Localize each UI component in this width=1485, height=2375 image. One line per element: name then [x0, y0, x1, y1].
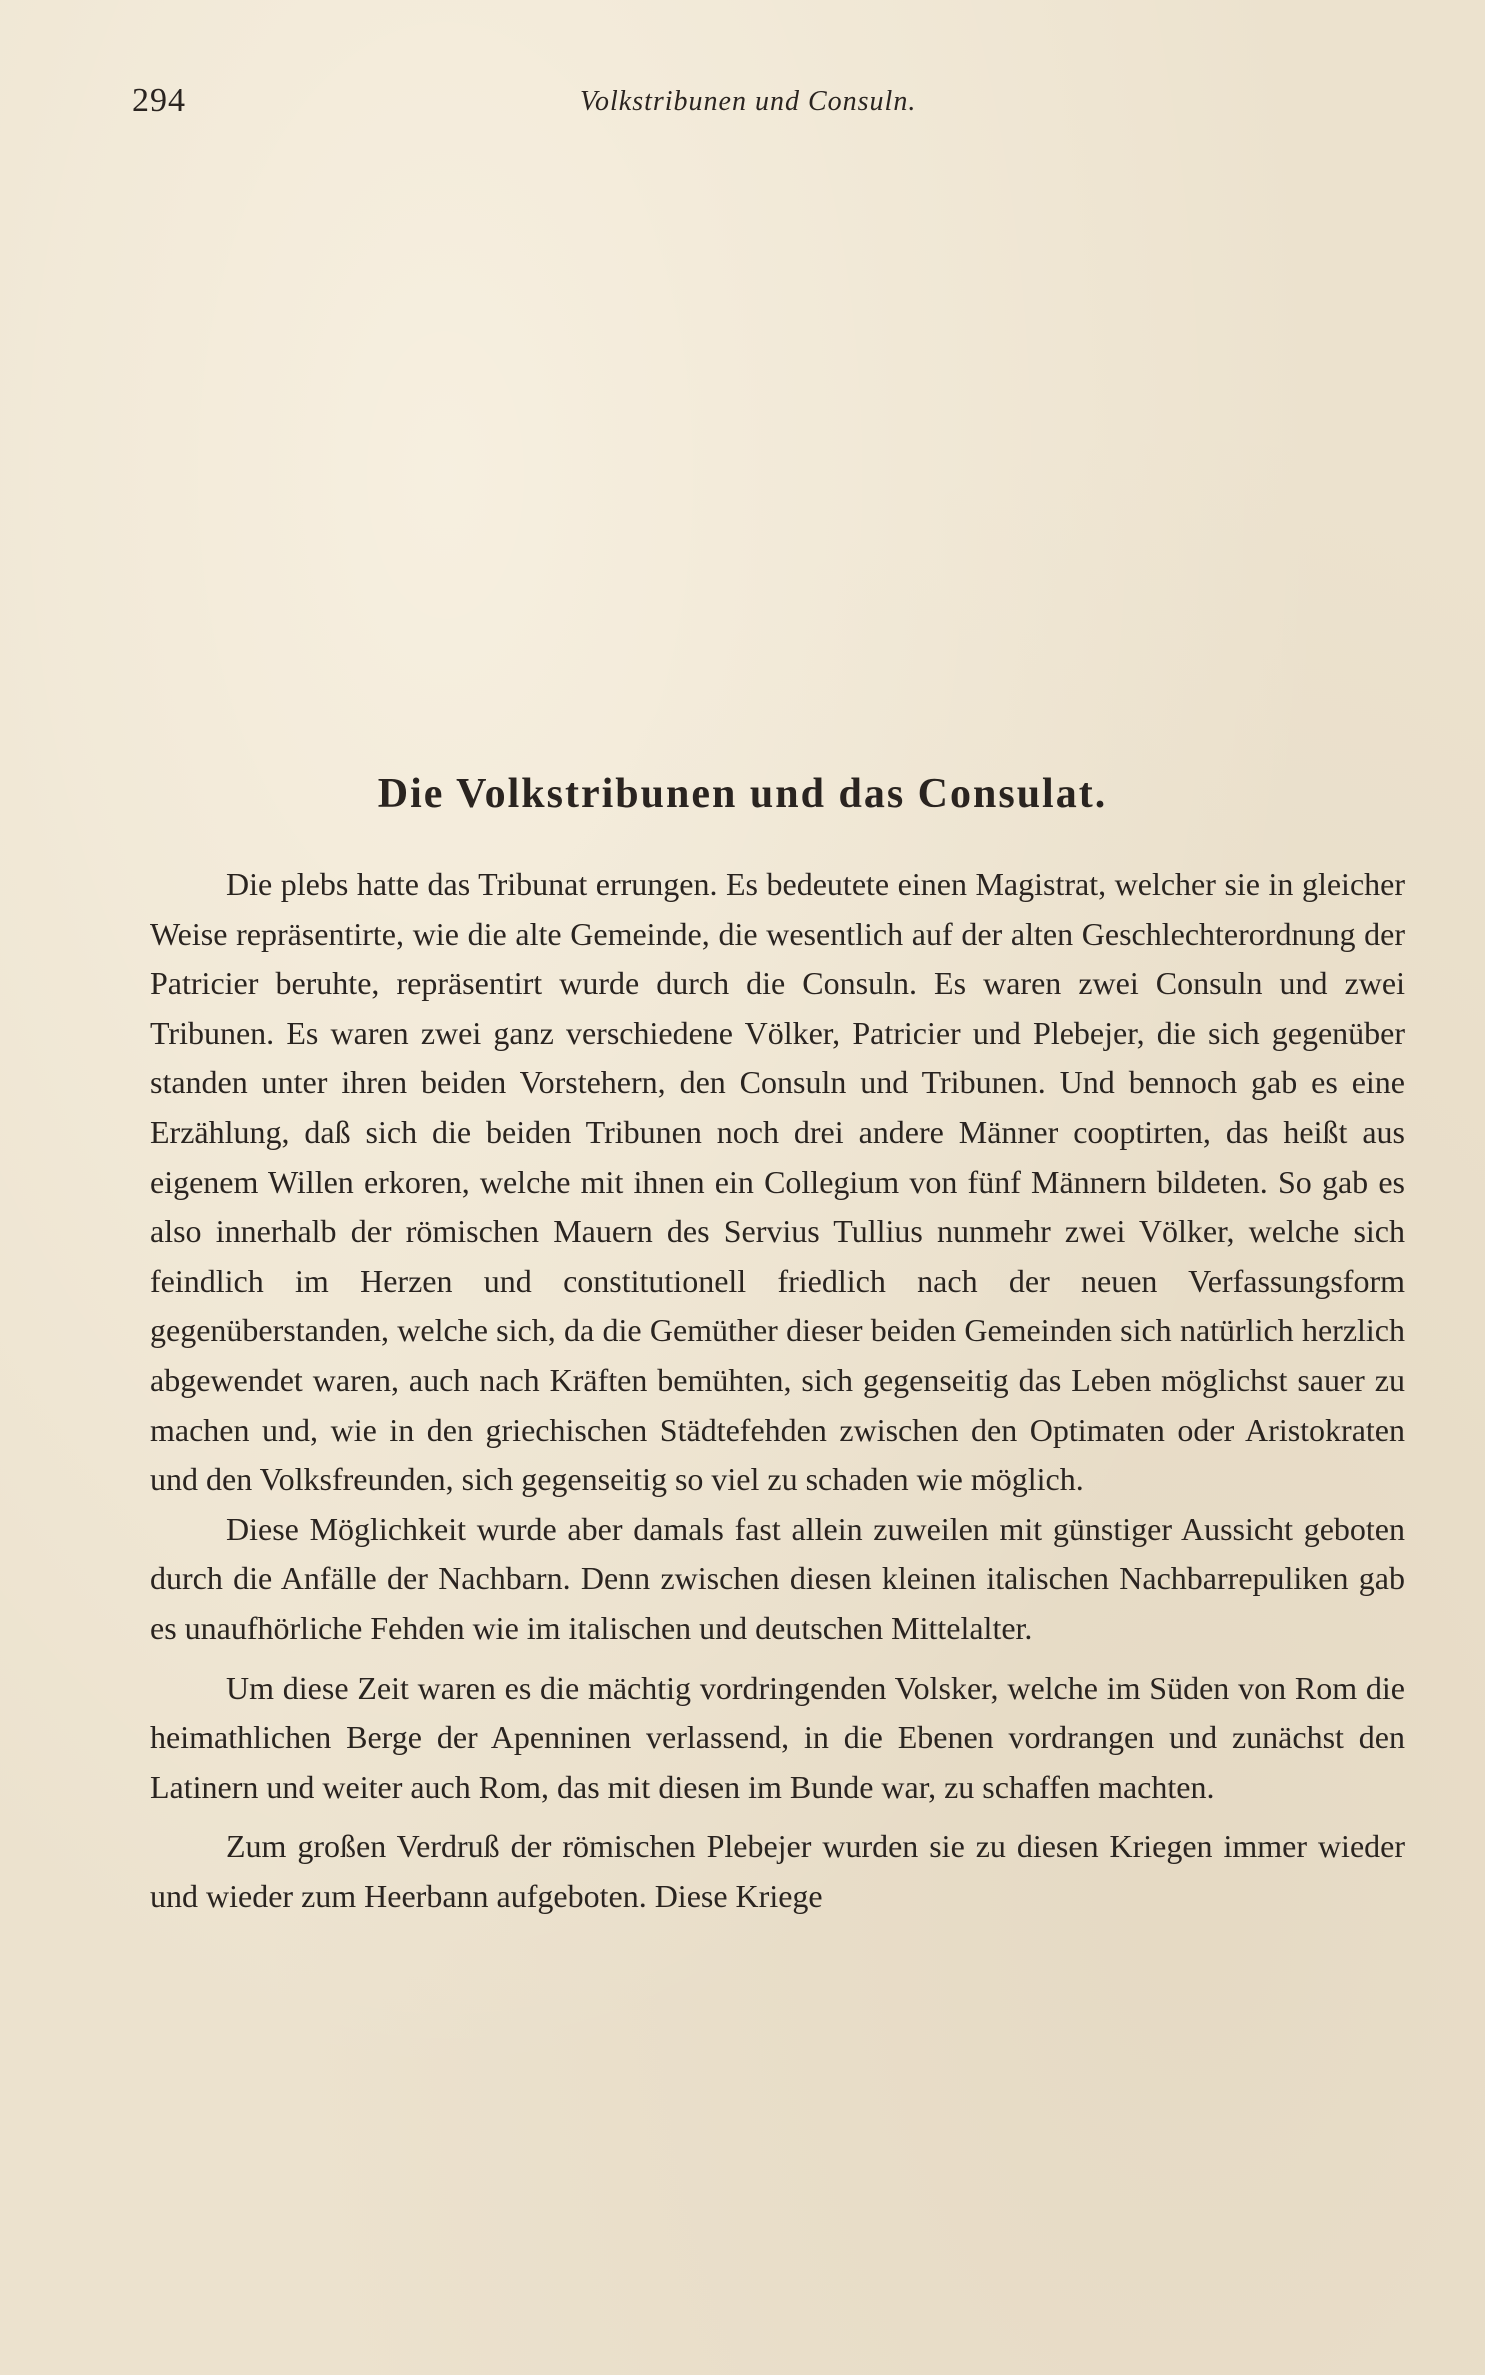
- page-number: 294: [132, 82, 186, 119]
- paragraph-1: Die plebs hatte das Tribunat errungen. Es bedeutete einen Magistrat, welcher sie in gleicher Weise repräsentirte, wie die alte Gemeinde, die wesentlich auf der alten Geschlechterordnung der Patricier beruhte, repräsentirt wurde durch die Consuln. Es waren zwei Consuln und zwei Tribunen. Es waren zwei ganz verschiedene Völker, Patricier und Plebejer, die sich gegenüber standen unter ihren beiden Vorstehern, den Consuln und Tribunen. Und bennoch gab es eine Erzählung, daß sich die beiden Tribunen noch drei andere Männer cooptirten, das heißt aus eigenem Willen erkoren, welche mit ihnen ein Collegium von fünf Männern bildeten. So gab es also innerhalb der römischen Mauern des Servius Tullius nunmehr zwei Völker, welche sich feindlich im Herzen und constitutionell friedlich nach der neuen Verfassungsform gegenüberstanden, welche sich, da die Gemüther dieser beiden Gemeinden sich natürlich herzlich abgewendet waren, auch nach Kräften bemühten, sich gegenseitig das Leben möglichst sauer zu machen und, wie in den griechischen Städtefehden zwischen den Optimaten oder Aristokraten und den Volksfreunden, sich gegenseitig so viel zu schaden wie möglich.: [150, 866, 1405, 1498]
- paragraph-3: Um diese Zeit waren es die mächtig vordringenden Volsker, welche im Süden von Rom die heimathlichen Berge der Apenninen verlassend, in die Ebenen vordrangen und zunächst den Latinern und weiter auch Rom, das mit diesen im Bunde war, zu schaffen machten.: [150, 1669, 1405, 1805]
- running-title: Volkstribunen und Consuln.: [580, 86, 917, 117]
- paragraph-4: Zum großen Verdruß der römischen Plebejer wurden sie zu diesen Kriegen immer wieder und wieder zum Heerbann aufgeboten. Diese Kriege: [150, 1828, 1405, 1914]
- body-text: [150, 860, 1405, 1921]
- section-heading: Die Volkstribunen und das Consulat.: [377, 771, 1108, 817]
- bleed-through-text: [185, 170, 1415, 870]
- page-header: [132, 82, 1402, 132]
- paragraph-2: Diese Möglichkeit wurde aber damals fast allein zuweilen mit günstiger Aussicht geboten durch die Anfälle der Nachbarn. Denn zwischen diesen kleinen italischen Nachbarrepuliken gab es unaufhörliche Fehden wie im italischen und deutschen Mittelalter.: [150, 1510, 1405, 1646]
